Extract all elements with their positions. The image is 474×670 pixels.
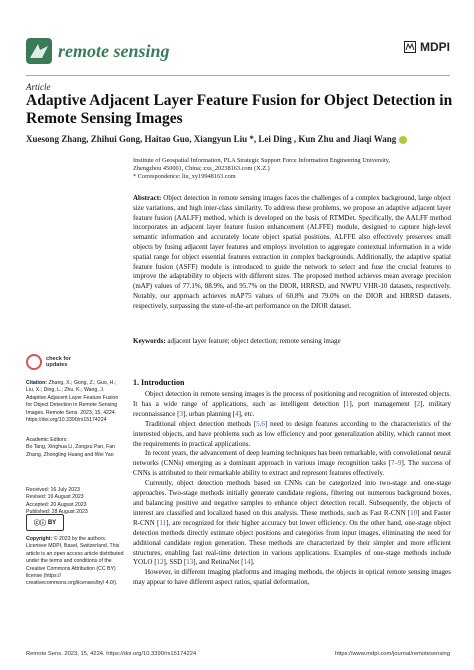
updates-line: check for	[46, 355, 71, 362]
citation-text: Zhang, X.; Gong, Z.; Guo, H.; Liu, X.; Ding, L.; Zhu, K.; Wang, J. Adaptive Adjacent Layer Feature Fusion for Object Detection in Remote Sensing Images. Remote Sens. 2023, 15, 4224. https://doi.org/10.3390/rs15174224	[26, 380, 119, 424]
reference-link[interactable]: 14	[243, 558, 251, 567]
paragraph-text: ], are recognized for their higher accuracy but lower efficiency. On the other hand, one-stage object detection methods directly estimate object positions and categories from input images, eliminating the need for additional candidate region generation. These methods are characterized by their simpler and more efficient structures, enabling fast real-time detection in various applications. Examples of one-stage methods include YOLO [	[133, 518, 451, 567]
editors-block	[26, 437, 124, 459]
citation-block	[26, 380, 124, 424]
paragraph	[133, 420, 451, 450]
affiliation-line: Institute of Geospatial Information, PLA Strategic Support Force Information Engineering University,	[133, 157, 391, 164]
revised-date: Revised: 19 August 2023	[26, 494, 84, 501]
keywords-label: Keywords:	[133, 337, 166, 345]
reference-link[interactable]: 2	[416, 399, 421, 408]
section-heading: 1. Introduction	[133, 378, 185, 387]
publisher-name: MDPI	[420, 40, 450, 54]
footer-journal-link[interactable]: https://www.mdpi.com/journal/remotesensing	[334, 651, 450, 657]
cc-license-badge[interactable]	[26, 514, 64, 531]
published-date: Published: 28 August 2023	[26, 509, 88, 516]
paragraph: However, in different imaging platforms and imaging methods, the objects in optical remote sensing images may appear to have different aspect ratios, spatial deformation,	[133, 568, 451, 587]
paragraph-text: ], SSD [	[163, 558, 187, 567]
cc-label: BY	[47, 519, 57, 526]
article-type: Article	[26, 82, 51, 92]
copyright-block	[26, 536, 124, 588]
paragraph-text: Currently, object detection methods based on CNNs can be categorized into two-stage and one-stage approaches. Two-stage methods initially generate candidate regions, filtering out numerous background boxes, and balancing positive and negative samples to enhance object detection recall. Subsequently, the objects of interest are classified and localized based on this analysis. These methods, such as Fast R-CNN [	[133, 479, 451, 517]
check-for-updates-badge[interactable]	[26, 354, 71, 370]
copyright-text: © 2023 by the authors. Licensee MDPI, Basel, Switzerland. This article is an open access article distributed under the terms and conditions of the Creative Commons Attribution (CC BY) license (https:// creativecommons.org/licenses/by/ 4.0/).	[26, 536, 124, 587]
introduction-body	[133, 390, 451, 588]
reference-link[interactable]: 1	[345, 399, 350, 408]
paragraph	[133, 479, 451, 568]
citation-label: Citation:	[26, 380, 48, 386]
cc-icon: ⓒⓘ	[33, 521, 46, 527]
reference-link[interactable]: 7–9	[390, 459, 402, 468]
reference-link[interactable]: 12	[156, 558, 164, 567]
reference-link[interactable]: 13	[186, 558, 194, 567]
journal-logo	[26, 38, 170, 64]
footer-citation: Remote Sens. 2023, 15, 4224. https://doi.org/10.3390/rs15174224	[26, 651, 197, 657]
paragraph-text: ] and Faster R-CNN [	[133, 508, 451, 527]
reference-link[interactable]: 10	[410, 508, 418, 517]
abstract-text: Object detection in remote sensing images faces the challenges of a complex background, large object size variations, and high inter-class similarity. To address these problems, we propose an adaptive adjacent layer feature fusion (AALFF) method, which is developed on the basis of RTMDet. Specifically, the AALFF method incorporates an adjacent layer feature fusion enhancement (ALFFE) module, designed to capture high-level semantic information and accurately locate object spatial positions. ALFFE also effectively preserves small objects by fusing adjacent layer features and employs involution to aggregate contextual information in a wide spatial range for object essential features extraction in complex backgrounds. Additionally, the adaptive spatial feature fusion (ASFF) module is introduced to guide the network to select and fuse the crucial features to improve the adaptability to objects with different sizes. The proposed method achieves mean average precision (mAP) values of 77.1%, 88.9%, and 95.7% on the DIOR, HRRSD, and NWPU VHR-10 datasets, respectively. Notably, our approach achieves mAP75 values of 60.8% and 79.0% on the DIOR and HRRSD datasets, respectively, surpassing the state-of-the-art performance on the DIOR dataset.	[133, 194, 451, 310]
paragraph-text: ], etc.	[238, 409, 255, 418]
reference-link[interactable]: 3	[179, 409, 183, 418]
abstract	[133, 194, 451, 312]
header-divider	[26, 75, 450, 76]
copyright-label: Copyright:	[26, 536, 53, 542]
updates-line: updates	[46, 362, 68, 368]
publisher-logo	[404, 40, 450, 54]
journal-emblem-icon	[26, 38, 52, 64]
article-title: Adaptive Adjacent Layer Feature Fusion for Object Detection in Remote Sensing Images	[26, 92, 453, 127]
paragraph-text: ] need to design features according to the characteristics of the interested objects, and have problems such as low efficiency and poor generalization ability, which cannot meet the requirements in practical applications.	[133, 419, 451, 448]
publisher-emblem-icon	[404, 41, 416, 53]
received-date: Received: 16 July 2023	[26, 487, 80, 493]
paragraph-text: ], military reconnaissance [	[133, 399, 451, 418]
author-list	[26, 134, 456, 144]
orcid-icon[interactable]	[399, 136, 407, 144]
paragraph	[133, 390, 451, 420]
paragraph-text: ], urban planning [	[182, 409, 236, 418]
paragraph-text: ], and RetinaNet [	[193, 558, 244, 567]
journal-name: remote sensing	[58, 40, 170, 61]
paragraph-text: ], port management [	[349, 399, 417, 408]
keywords-text: adjacent layer feature; object detection; remote sensing image	[167, 337, 341, 345]
editors-text: Bo Tang, Xinghua Li, Zongxu Pan, Fan Zhang, Zhongling Huang and Wei Yao	[26, 444, 116, 458]
paragraph-text: ].	[250, 558, 255, 567]
paragraph-text: In recent years, the advancement of deep learning techniques has been remarkable, with convolutional neural networks (CNNs) emerging as a dominant approach in various image recognition tasks [	[133, 449, 451, 468]
keywords	[133, 337, 451, 347]
dates-block	[26, 487, 124, 517]
authors-text: Xuesong Zhang, Zhihui Gong, Haitao Guo, Xiangyun Liu *, Lei Ding , Kun Zhu and Jiaqi Wang	[26, 134, 397, 144]
accepted-date: Accepted: 20 August 2023	[26, 501, 87, 508]
reference-link[interactable]: 4	[235, 409, 239, 418]
editors-label: Academic Editors:	[26, 437, 68, 443]
affiliation-line: Zhengzhou 450001, China; zxs_20238163.com (X.Z.)	[133, 165, 270, 173]
paragraph-text: Object detection in remote sensing images is the process of positioning and recognition of interested objects. It has a wide range of applications, such as intelligent detection [	[133, 390, 451, 408]
correspondence-line: * Correspondence: liu_xy19948163.com	[133, 173, 236, 181]
paragraph	[133, 449, 451, 479]
affiliation	[133, 157, 449, 182]
reference-link[interactable]: 5,6	[256, 419, 265, 428]
paragraph-text: Traditional object detection methods [	[145, 419, 257, 428]
paragraph-text: ]. The success of CNNs is attributed to their remarkable ability to extract and represent features effectively.	[133, 459, 451, 478]
abstract-label: Abstract:	[133, 194, 162, 202]
reference-link[interactable]: 11	[159, 518, 167, 527]
updates-icon	[26, 354, 42, 370]
